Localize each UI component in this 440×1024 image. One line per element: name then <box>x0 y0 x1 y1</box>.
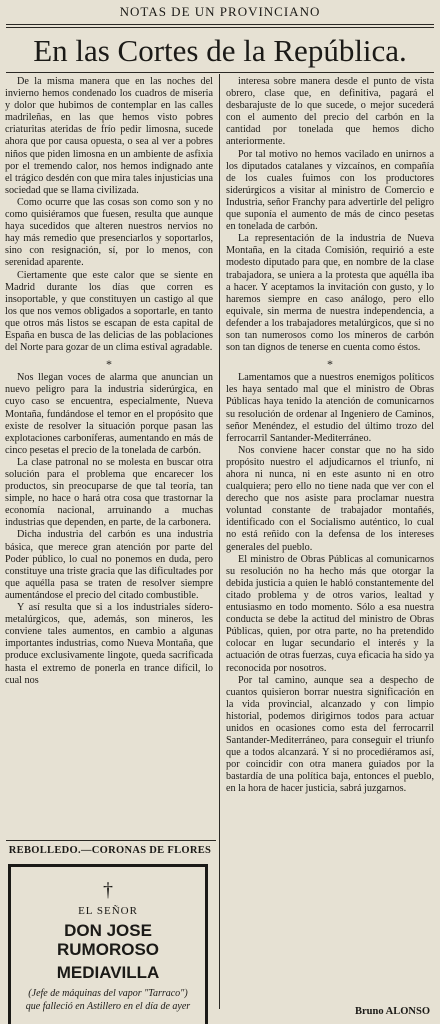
obituary-occupation: (Jefe de máquinas del vapor "Tarraco") <box>28 988 188 999</box>
author-signature: Bruno ALONSO <box>355 1006 430 1017</box>
paragraph: Dicha industria del carbón es una industria básica, que merece gran atención por parte del Poder público, lo cual no ponemos en duda, pero constituye una triste gracia que las dificultades por que aquélla pasa se traten de resolver siempre aumentándose el precio del citado combustible. <box>5 529 213 601</box>
top-rule <box>6 24 434 25</box>
section-kicker: NOTAS DE UN PROVINCIANO <box>119 4 321 19</box>
obituary-box <box>8 864 208 1024</box>
paragraph: El ministro de Obras Públicas al comunicarnos su resolución no ha hecho más que otorgar la debida justicia a quien le habló constantemente del citado problema y de otros varios, lealtad y entusiasmo en todo momento. Sólo a esa nuestra conducta se debe la actitud del ministro de Obras Públicas, quien, por otra parte, no ha pretendido colocar en lugar secundario el interés y la actuación de otras fuerzas, cuya eficacia ha sido ya reconocida por nosotros. <box>226 553 434 674</box>
top-rule-double <box>6 27 434 28</box>
obituary-name-line1: DON JOSE RUMOROSO <box>57 921 159 959</box>
cross-icon: † <box>103 879 113 901</box>
paragraph: La representación de la industria de Nueva Montaña, en la citada Comisión, requirió a este modesto diputado para que, en nombre de la clase trabajadora, se uniera a la protesta que aquélla iba a hacer. Y aceptamos la invitación con gusto, y lo haremos siempre en caso análogo, pero ello equivale, sin merma de nuestra independencia, a defender a los trabajadores metalúrgicos, que si no son tan numerosos como los mineros de carbón son tan dignos de tenerse en cuenta como éstos. <box>226 233 434 354</box>
ad-header: REBOLLEDO.—CORONAS DE FLORES <box>8 845 212 856</box>
paragraph: Por tal camino, aunque sea a despecho de cuantos quisieron borrar nuestra significación en la vida provincial, alcanzado y con limpio historial, podemos dirigirnos todos para actuar unidos en ocasiones como esta del ferrocarril Santander-Mediterráneo, para conseguir el triunfo que a todos alcanzará. Y si no procediéramos así, por coincidir con otra manera guiados por la bastardía de una política baja, entonces el pueblo, en la hora de hacer justicia, sabrá juzgarnos. <box>226 674 434 795</box>
article-headline: En las Cortes de la República. <box>33 33 407 68</box>
column-divider <box>219 74 220 1009</box>
paragraph: interesa sobre manera desde el punto de vista obrero, clase que, en definitiva, pagará el desbarajuste de lo que sucede, o mejor sucederá con el aumento del precio del carbón en la cantidad por tonelada que hemos dicho anteriormente. <box>226 76 434 148</box>
paragraph: Lamentamos que a nuestros enemigos políticos les haya sentado mal que el ministro de Obras Públicas haya tenido la atención de comunicarnos su resolución de ordenar al Ingeniero de Caminos, señor Menéndez, el estudio del último trozo del ferrocarril Santander-Mediterráneo. <box>226 372 434 444</box>
paragraph: Ciertamente que este calor que se siente en Madrid durante los días que corren es insoportable, y que constituyen un castigo al que los que nos vemos obligados a soportarle, en tanto que otros más listos se escapan de esta capital de España en busca de las delicias de las poblaciones del Norte para gozar de un clima estival agradable. <box>5 269 213 354</box>
paragraph: La clase patronal no se molesta en buscar otra solución para el problema que encarecer los productos, sin preocuparse de que tal teoría, tan simple, no hace o hará otra cosa que trastornar la economía nacional, arruinando a muchas industrias que dependen, en parte, de la carbonera. <box>5 456 213 529</box>
paragraph: Nos llegan voces de alarma que anuncian un nuevo peligro para la industria siderúrgica, en cuyo caso se encuentra, especialmente, Nueva Montaña, fundándose el temor en el propósito que existe de resolver la situación porque pasan las explotaciones carboníferas, aumentando en más de cinco pesetas el precio de la tonelada de carbón. <box>5 372 213 456</box>
obituary-note: que falleció en Astillero en el día de ayer <box>25 1001 191 1012</box>
paragraph: Por tal motivo no hemos vacilado en unirnos a los diputados catalanes y vizcaínos, en compañía de los cuales fuimos con los productores siderúrgicos a visitar al ministro de Comercio e Industria, señor Franchy para advertirle del peligro que suponía el aumento de más de cinco pesetas en tonelada de carbón. <box>226 148 434 233</box>
left-column <box>5 76 213 836</box>
section-star: * <box>327 357 333 372</box>
paragraph: De la misma manera que en las noches del invierno hemos condenado los cuadros de miseria y dolor que hubimos de contemplar en las calles madrileñas, en las que hemos visto pobres criaturitas ateridas de frío pedir limosna, sucede ahora que por causa opuesta, o sea al ver a pobres niños que piden limosna en un ambiente de asfixia por el tremendo calor, nos hemos indignado ante el trágico desdén con que mira tales injusticias una sociedad que se llama civilizada. <box>5 76 213 196</box>
paragraph: Nos conviene hacer constar que no ha sido propósito nuestro el adjudicarnos el triunfo, ni ahora ni nunca, ni en este asunto ni en otro cualquiera; pero ello no tiene nada que ver con el derecho que nos asiste para proclamar nuestra voluntad constante de trabajador montañés, identificado con el Socialismo auténtico, lo cual no está reñido con la defensa de los intereses generales del pueblo. <box>226 444 434 553</box>
paragraph: Y así resulta que si a los industriales sídero-metalúrgicos, que, además, son mineros, les conviene tales aumentos, en cambio a algunas importantes industrias, como Nueva Montaña, que produce exclusivamente lingote, queda sacrificada hasta el extremo de ponerla en trance difícil, lo cual nos <box>5 602 213 686</box>
paragraph: Como ocurre que las cosas son como son y no como quisiéramos que fuesen, resulta que aunque haya sucedidos que alteren nuestros nervios no hay más remedio que presenciarlos y soportarlos, sino con resignación, sí, por lo menos, con serenidad aparente. <box>5 196 213 269</box>
ad-rule <box>6 840 216 841</box>
section-star: * <box>106 357 112 372</box>
obituary-title: EL SEÑOR <box>78 905 138 917</box>
headline-rule <box>6 72 434 73</box>
obituary-name-line2: MEDIAVILLA <box>56 963 160 982</box>
right-column <box>226 76 434 1008</box>
